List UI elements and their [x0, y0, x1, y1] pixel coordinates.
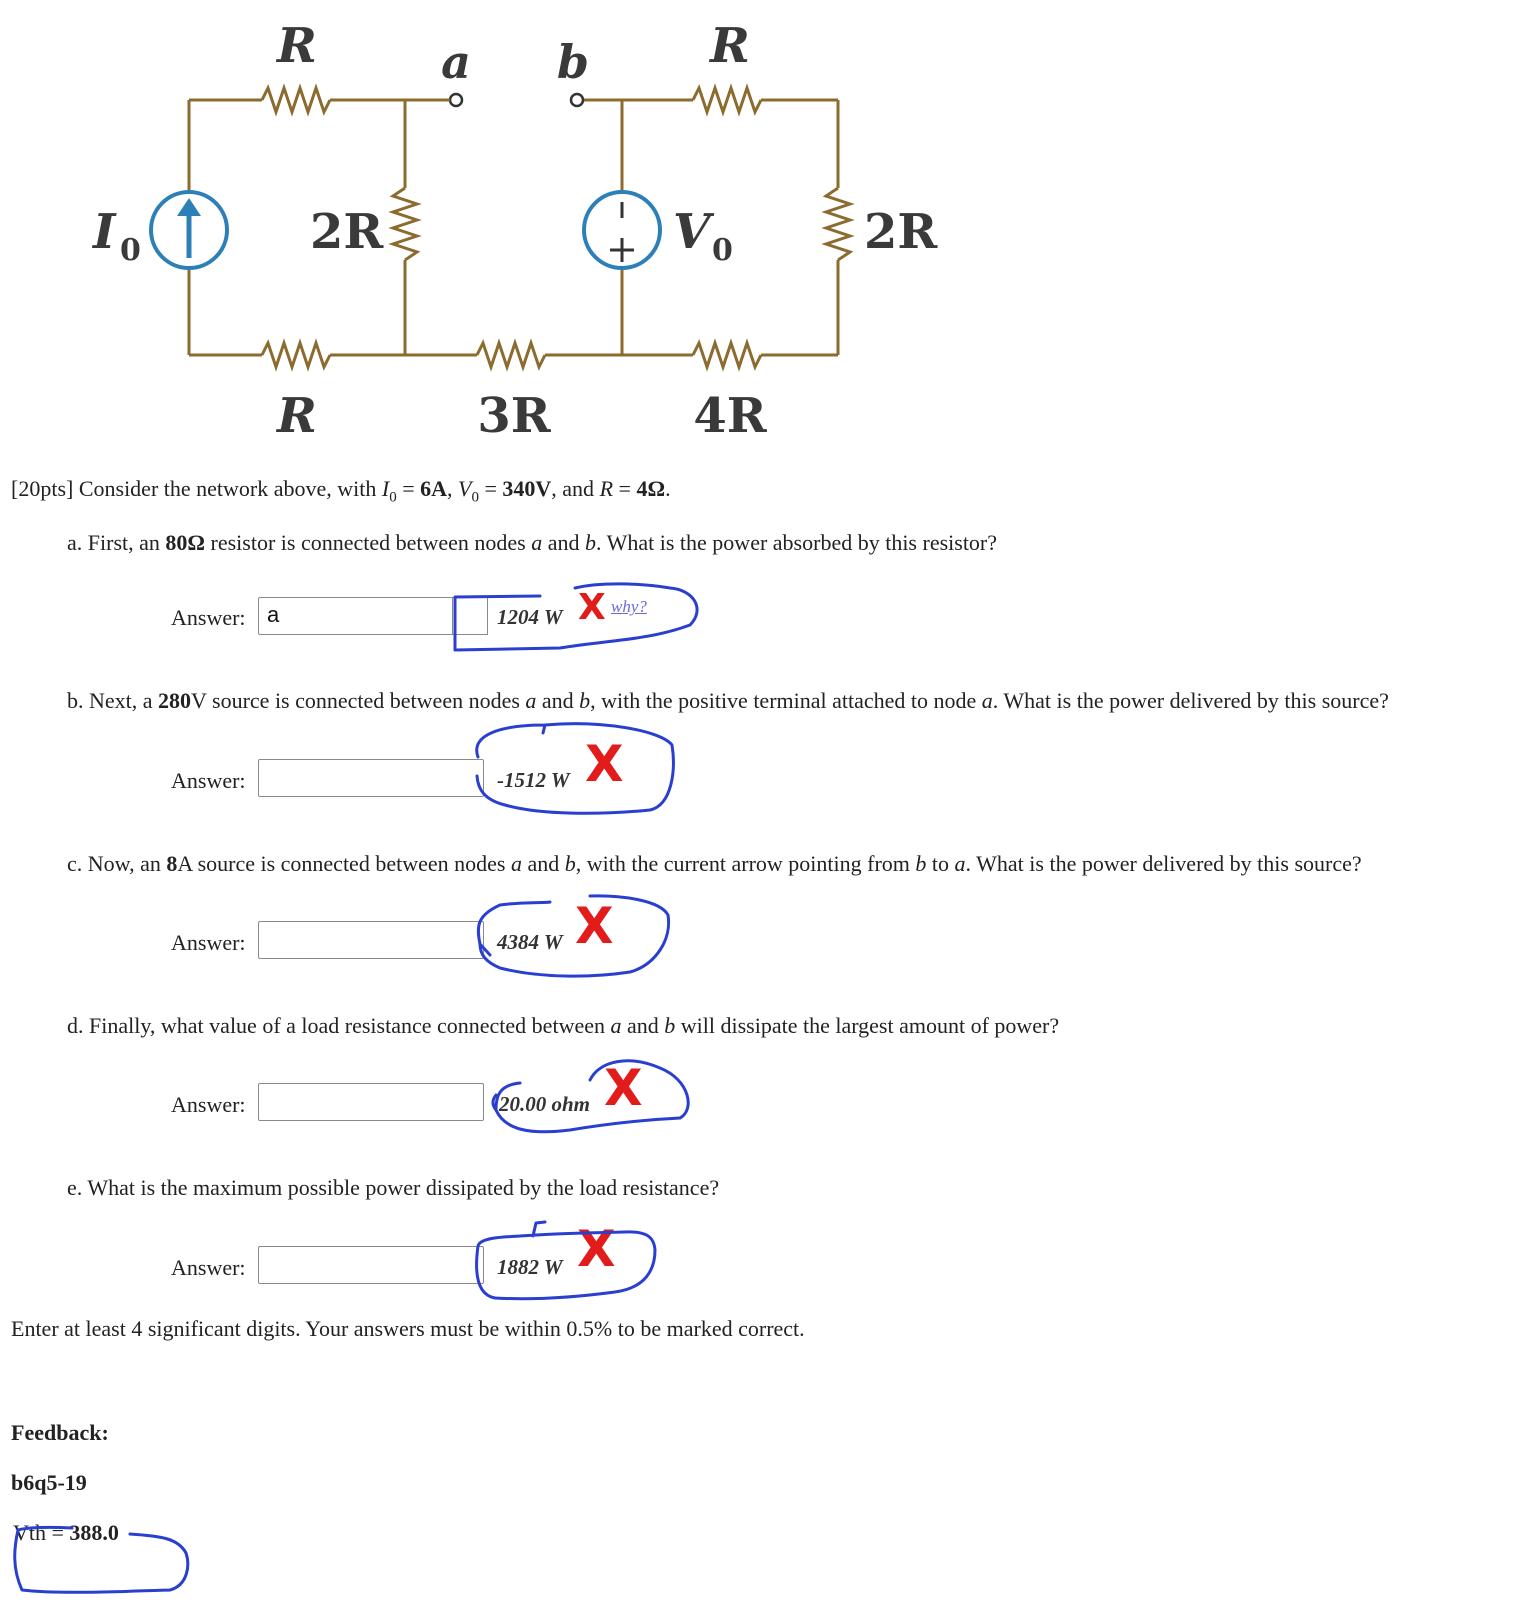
label-node-b: b [556, 35, 590, 89]
label-i0-sub: 0 [120, 233, 141, 268]
node-a-terminal [450, 94, 462, 106]
circuit-diagram [0, 0, 1513, 460]
result-b: -1512 W [497, 768, 570, 792]
result-c: 4384 W [497, 930, 563, 954]
wrong-mark-e-icon: X [577, 1220, 616, 1278]
label-4r: 4R [693, 388, 767, 444]
label-r-bottom-left: R [277, 388, 317, 444]
question-c: c. Now, an 8A source is connected between nodes a and b, with the current arrow pointing from b to a. What is the power delivered by this source? [67, 851, 1362, 876]
answer-label-c: Answer: [171, 930, 246, 955]
label-2r-left-num: 2R [310, 204, 384, 260]
label-r-top-left: R [277, 18, 317, 74]
answer-input-c[interactable] [258, 921, 484, 959]
answer-input-a[interactable]: a [258, 597, 484, 635]
current-source-symbol [151, 192, 227, 268]
wrong-mark-b-icon: X [585, 735, 624, 793]
circuit-wires [189, 88, 850, 367]
question-e: e. What is the maximum possible power dissipated by the load resistance? [67, 1175, 720, 1200]
question-a: a. First, an 80Ω resistor is connected between nodes a and b. What is the power absorbed by this resistor? [67, 530, 998, 555]
answer-label-a: Answer: [171, 605, 246, 630]
precision-note: Enter at least 4 significant digits. Your answers must be within 0.5% to be marked correct. [11, 1316, 805, 1341]
voltage-source-symbol [584, 192, 660, 268]
question-b: b. Next, a 280V source is connected between nodes a and b, with the positive terminal attached to node a. What is the power delivered by this source? [67, 688, 1389, 713]
answer-label-e: Answer: [171, 1255, 246, 1280]
result-e: 1882 W [497, 1255, 563, 1279]
answer-input-b[interactable] [258, 759, 484, 797]
answer-label-b: Answer: [171, 768, 246, 793]
label-v0-sub: 0 [712, 233, 733, 268]
wrong-mark-d-icon: X [604, 1059, 643, 1117]
label-3r: 3R [477, 388, 551, 444]
result-d: 20.00 ohm [499, 1092, 591, 1116]
feedback-title: Feedback: [11, 1420, 109, 1445]
node-b-terminal [571, 94, 583, 106]
wrong-mark-a-icon: X [578, 587, 606, 628]
label-v0: V [673, 204, 711, 260]
answer-label-d: Answer: [171, 1092, 246, 1117]
why-link[interactable]: why? [611, 597, 647, 616]
answer-input-e[interactable] [258, 1246, 484, 1284]
answer-stub-a [452, 597, 488, 635]
problem-statement: [20pts] Consider the network above, with $I_0 = 6A$, $V_0 = 340V$, and R = 4Ω. [11, 476, 671, 506]
label-r-top-right: R [710, 18, 750, 74]
wrong-mark-c-icon: X [575, 897, 614, 955]
feedback-vth: Vth = 388.0 [13, 1520, 119, 1545]
result-a: 1204 W [497, 605, 563, 629]
scribble-a [455, 584, 697, 650]
feedback-code: b6q5-19 [11, 1470, 87, 1495]
question-d: d. Finally, what value of a load resistance connected between a and b will dissipate the largest amount of power? [67, 1013, 1060, 1038]
answer-input-d[interactable] [258, 1083, 484, 1121]
label-2r-right: 2R [864, 204, 938, 260]
label-i0: I [93, 204, 116, 260]
label-node-a: a [441, 35, 471, 89]
